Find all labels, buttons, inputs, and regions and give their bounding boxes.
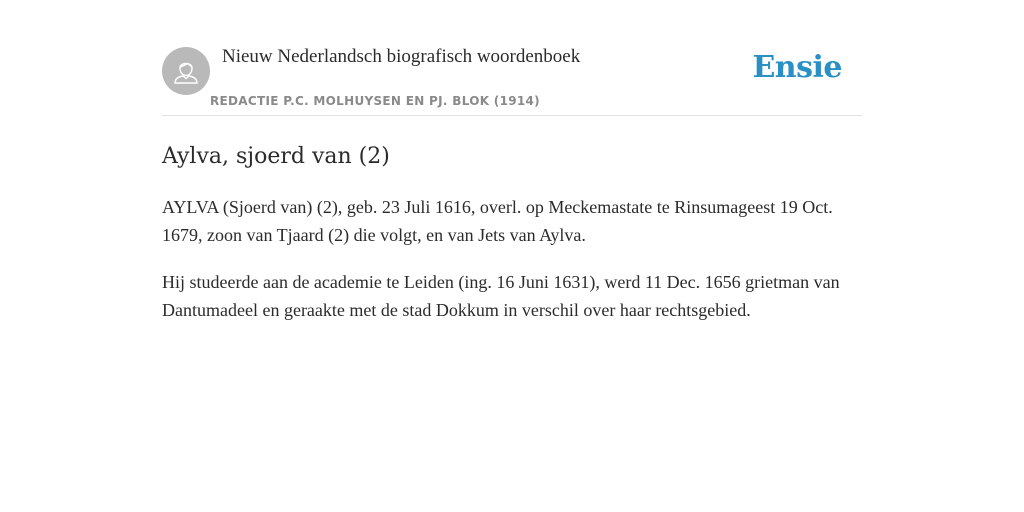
entry-card — [162, 0, 862, 324]
entry-paragraph: AYLVA (Sjoerd van) (2), geb. 23 Juli 1616, overl. op Meckemastate te Rinsumageest 19 Oct. 1679, zoon van Tjaard (2) die volgt, en van Jets van Aylva. — [162, 197, 833, 245]
ensie-logo-link[interactable]: Ensie — [752, 50, 842, 85]
user-avatar-icon — [162, 47, 210, 95]
entry-paragraph: Hij studeerde aan de academie te Leiden (ing. 16 Juni 1631), werd 11 Dec. 1656 grietman van Dantumadeel en geraakte met de stad Dokkum in verschil over haar rechtsgebied. — [162, 272, 840, 320]
entry-title: Aylva, sjoerd van (2) — [162, 144, 390, 169]
source-header — [162, 0, 862, 116]
book-title[interactable]: Nieuw Nederlandsch biografisch woordenboek — [222, 46, 581, 67]
book-editors: REDACTIE P.C. MOLHUYSEN EN PJ. BLOK (1914) — [210, 94, 540, 108]
